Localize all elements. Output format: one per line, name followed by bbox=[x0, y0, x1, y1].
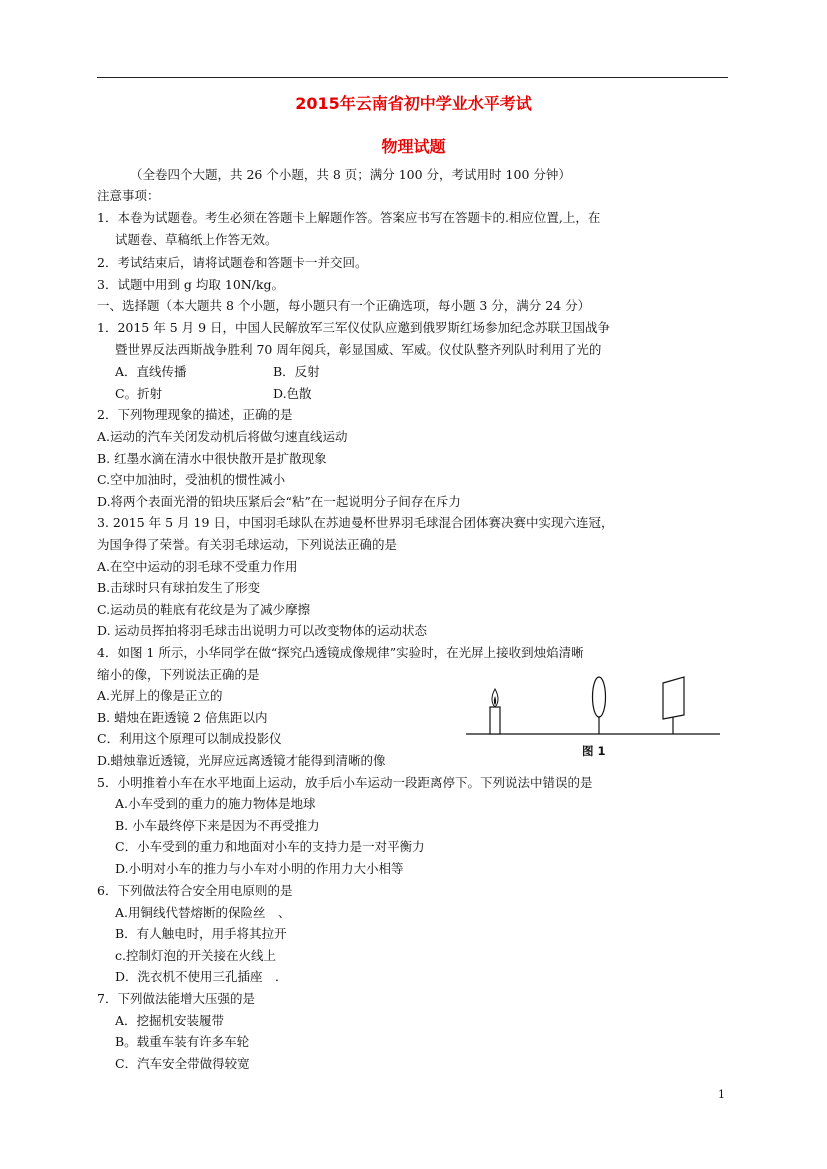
option-c: c.控制灯泡的开关接在火线上 bbox=[115, 948, 276, 963]
option-c: C。折射 bbox=[115, 386, 163, 401]
option-a: A.在空中运动的羽毛球不受重力作用 bbox=[97, 559, 298, 574]
candle bbox=[490, 689, 500, 734]
exam-subtitle: 物理试题 bbox=[381, 137, 446, 156]
section-heading: 一、选择题（本大题共 8 个小题，每小题只有一个正确选项，每小题 3 分，满分 24 分） bbox=[97, 298, 591, 313]
convex-lens bbox=[593, 677, 606, 717]
option-d: D．洗衣机不使用三孔插座 ． bbox=[115, 969, 288, 984]
option-c: C.运动员的鞋底有花纹是为了减少摩擦 bbox=[97, 602, 311, 617]
question-stem: 暨世界反法西斯战争胜利 70 周年阅兵，彰显国威、军威。仪仗队整齐列队时利用了光的 bbox=[115, 342, 602, 357]
option-a: A.用铜线代替熔断的保险丝 、 bbox=[115, 905, 291, 920]
option-b: B．反射 bbox=[273, 364, 320, 379]
option-a: A．直线传播 bbox=[115, 364, 187, 379]
option-a: A．挖掘机安装履带 bbox=[115, 1013, 225, 1028]
option-a: A.运动的汽车关闭发动机后将做匀速直线运动 bbox=[97, 429, 348, 444]
option-b: B.击球时只有球拍发生了形变 bbox=[97, 580, 261, 595]
option-b: B。载重车装有许多车轮 bbox=[115, 1034, 250, 1049]
question-stem: 缩小的像，下列说法正确的是 bbox=[97, 667, 260, 682]
exam-title: 2015年云南省初中学业水平考试 bbox=[295, 94, 532, 113]
question-stem: 2．下列物理现象的描述，正确的是 bbox=[97, 407, 293, 422]
option-b: B. 蜡烛在距透镜 2 倍焦距以内 bbox=[97, 710, 268, 725]
option-c: C．小车受到的重力和地面对小车的支持力是一对平衡力 bbox=[115, 839, 425, 854]
option-c: C.空中加油时，受油机的惯性减小 bbox=[97, 472, 286, 487]
option-b: B．有人触电时，用手将其拉开 bbox=[115, 926, 287, 941]
question-stem: 4．如图 1 所示，小华同学在做“探究凸透镜成像规律”实验时，在光屏上接收到烛焰清晰 bbox=[97, 645, 584, 660]
option-a: A.小车受到的重力的施力物体是地球 bbox=[115, 796, 316, 811]
option-a: A.光屏上的像是正立的 bbox=[97, 688, 223, 703]
exam-info: （全卷四个大题，共 26 个小题，共 8 页；满分 100 分，考试用时 100 分钟） bbox=[130, 167, 571, 182]
note-item: 1．本卷为试题卷。考生必须在答题卡上解题作答。答案应书写在答题卡的.相应位置,上，在 bbox=[97, 210, 601, 225]
question-stem: 3. 2015 年 5 月 19 日，中国羽毛球队在苏迪曼杯世界羽毛球混合团体赛决赛中实现六连冠， bbox=[97, 515, 614, 530]
light-screen bbox=[663, 677, 684, 719]
option-d: D.蜡烛靠近透镜，光屏应远离透镜才能得到清晰的像 bbox=[97, 753, 386, 768]
notes-heading: 注意事项： bbox=[97, 188, 160, 203]
question-stem: 6．下列做法符合安全用电原则的是 bbox=[97, 883, 293, 898]
question-stem: 为国争得了荣誉。有关羽毛球运动，下列说法正确的是 bbox=[97, 537, 398, 552]
page-number: 1 bbox=[718, 1088, 725, 1101]
option-b: B. 小车最终停下来是因为不再受推力 bbox=[115, 818, 320, 833]
option-d: D.小明对小车的推力与小车对小明的作用力大小相等 bbox=[115, 861, 404, 876]
option-d: D.将两个表面光滑的铅块压紧后会“粘”在一起说明分子间存在斥力 bbox=[97, 494, 461, 509]
question-stem: 5．小明推着小车在水平地面上运动，放手后小车运动一段距离停下。下列说法中错误的是 bbox=[97, 775, 593, 790]
option-b: B. 红墨水滴在清水中很快散开是扩散现象 bbox=[97, 451, 327, 466]
header-rule bbox=[97, 77, 728, 78]
question-stem: 1．2015 年 5 月 9 日，中国人民解放军三军仪仗队应邀到俄罗斯红场参加纪念苏联卫国战争 bbox=[97, 320, 611, 335]
option-d: D. 运动员挥拍将羽毛球击出说明力可以改变物体的运动状态 bbox=[97, 623, 428, 638]
note-item: 2．考试结束后，请将试题卷和答题卡一并交回。 bbox=[97, 255, 368, 270]
note-item: 试题卷、草稿纸上作答无效。 bbox=[115, 232, 278, 247]
option-c: C．汽车安全带做得较宽 bbox=[115, 1056, 250, 1071]
figure-caption: 图 1 bbox=[582, 744, 606, 758]
question-stem: 7．下列做法能增大压强的是 bbox=[97, 991, 255, 1006]
option-c: C．利用这个原理可以制成投影仪 bbox=[97, 731, 282, 746]
note-item: 3．试题中用到 g 均取 10N/kg。 bbox=[97, 277, 285, 292]
option-d: D.色散 bbox=[273, 386, 312, 401]
